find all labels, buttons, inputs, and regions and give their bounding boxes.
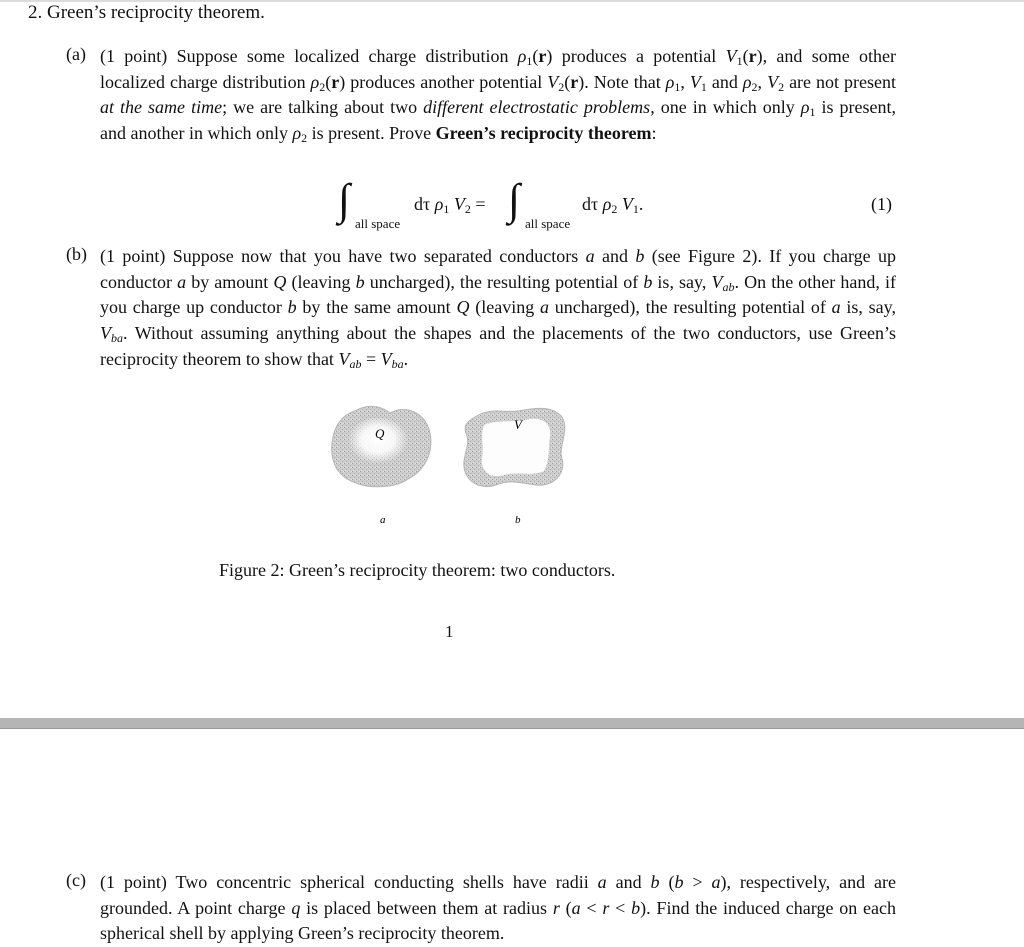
part-a-label: (a) (66, 44, 86, 64)
equation-lhs: dτ $\rho_1$ $V_2$ = (414, 194, 486, 216)
figure-label-a: a (380, 514, 386, 526)
integral-right-range: all space (525, 216, 571, 231)
figure-two-conductors (300, 395, 600, 535)
conductor-a (332, 406, 431, 486)
part-a-text: (1 point) Suppose some localized charge distribution $\rho_1(r)$ produces a potential $V_1(r)$, and some other localized charge distribution $\rho_2(r)$ produces another potential $V_2(r)$. Note that $\rho_1$, $V_1$ and $\rho_2$, $V_2$ are not present at the same time; we are talking about two different electrostatic problems, one in which only $\rho_1$ is present, and another in which only $\rho_2$ is present. Prove Green’s reciprocity theorem: (100, 46, 897, 146)
figure-caption: Figure 2: Green’s reciprocity theorem: two conductors. (219, 560, 616, 580)
part-b-text: (1 point) Suppose now that you have two separated conductors a and b (see Figure 2). If you charge up conductor a by amount Q (leaving b uncharged), the resulting potential of b is, say, $V_{ab}$. On the other hand, if you charge up conductor b by the same amount Q (leaving a uncharged), the resulting potential of a is, say, $V_{ba}$. Without assuming anything about the shapes and the placements of the two conductors, use Green’s reciprocity theorem to show that $V_{ab} = V_{ba}$. (100, 246, 896, 371)
integral-left: ∫ (338, 175, 351, 224)
section-title: 2. Green’s reciprocity theorem. (28, 2, 265, 23)
page-number: 1 (445, 622, 454, 641)
integral-left-range: all space (355, 216, 401, 231)
equation-number: (1) (871, 194, 892, 214)
figure-label-b: b (515, 514, 521, 526)
page-divider (0, 718, 1024, 729)
part-c-label: (c) (66, 870, 86, 890)
figure-label-v: V (514, 417, 522, 432)
page-2 (0, 729, 1024, 947)
equation-rhs: dτ $\rho_2$ $V_1$. (582, 194, 644, 216)
figure-label-q: Q (375, 426, 385, 441)
part-b-label: (b) (66, 244, 87, 264)
part-c-text: (1 point) Two concentric spherical conducting shells have radii a and b (b > a), respectively, and are grounded. A point charge q is placed between them at radius r (a < r < b). Find the induced charge on each spherical shell by applying Green’s reciprocity theorem. (100, 872, 897, 944)
integral-right: ∫ (508, 175, 521, 224)
